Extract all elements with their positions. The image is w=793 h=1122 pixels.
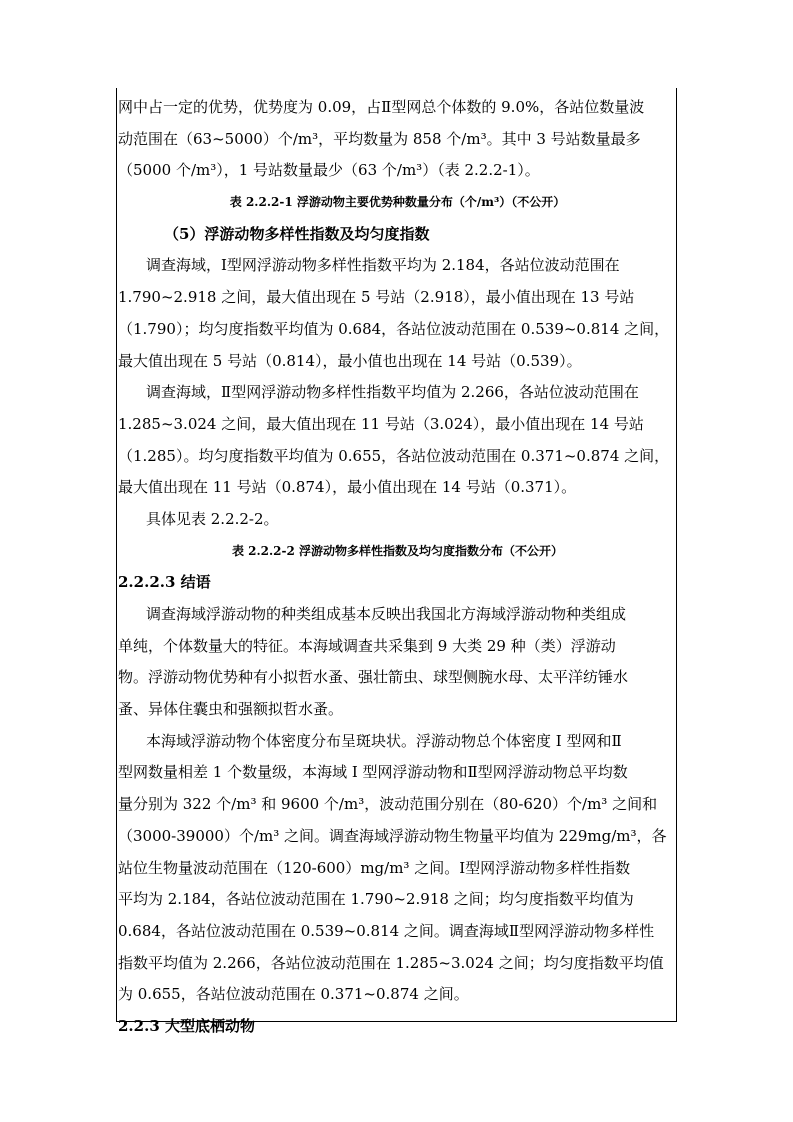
text-line: （1.790）；均匀度指数平均值为 0.684，各站位波动范围在 0.539~0.814 之间，	[118, 319, 670, 338]
text-line: 调查海域，Ⅰ型网浮游动物多样性指数平均为 2.184，各站位波动范围在	[146, 256, 620, 275]
document-body	[118, 92, 677, 1043]
text-line: 调查海域，Ⅱ型网浮游动物多样性指数平均值为 2.266，各站位波动范围在	[146, 383, 639, 402]
paragraph-density-distribution	[118, 726, 677, 1011]
text-line: （5000 个/m³），1 号站数量最少（63 个/m³）（表 2.2.2-1）。	[118, 161, 540, 180]
text-line: 本海域浮游动物个体密度分布呈斑块状。浮游动物总个体密度 I 型网和Ⅱ	[146, 731, 622, 750]
subheading-diversity-index: （5）浮游动物多样性指数及均匀度指数	[164, 224, 430, 243]
paragraph-dominance	[118, 92, 677, 187]
text-line: 1.285~3.024 之间，最大值出现在 11 号站（3.024），最小值出现在 14 号站	[118, 414, 644, 433]
text-line: 0.684，各站位波动范围在 0.539~0.814 之间。调查海域Ⅱ型网浮游动物多样性	[118, 921, 655, 940]
text-line: 蚤、异体住囊虫和强额拟哲水蚤。	[118, 700, 344, 719]
text-line: 1.790~2.918 之间，最大值出现在 5 号站（2.918），最小值出现在 13 号站	[118, 288, 635, 307]
text-line: 单纯，个体数量大的特征。本海域调查共采集到 9 大类 29 种（类）浮游动	[118, 636, 616, 655]
text-line: 物。浮游动物优势种有小拟哲水蚤、强壮箭虫、球型侧腕水母、太平洋纺锤水	[118, 668, 629, 687]
text-line: 为 0.655，各站位波动范围在 0.371~0.874 之间。	[118, 985, 469, 1004]
table-caption-2-2-2-1: 表 2.2.2-1 浮游动物主要优势种数量分布（个/m³）（不公开）	[229, 195, 566, 210]
section-heading-benthos: 2.2.3 大型底栖动物	[118, 1016, 255, 1035]
paragraph-species-composition	[118, 599, 677, 726]
text-line: 指数平均值为 2.266，各站位波动范围在 1.285~3.024 之间；均匀度指数平均值	[118, 953, 664, 972]
table-caption-2-2-2-2: 表 2.2.2-2 浮游动物多样性指数及均匀度指数分布（不公开）	[231, 543, 564, 558]
text-line: 量分别为 322 个/m³ 和 9600 个/m³，波动范围分别在（80-620）个/m³ 之间和	[118, 795, 658, 814]
text-line: 平均为 2.184，各站位波动范围在 1.790~2.918 之间；均匀度指数平均值为	[118, 890, 634, 909]
text-line: 调查海域浮游动物的种类组成基本反映出我国北方海域浮游动物种类组成	[146, 605, 627, 623]
text-line: 动范围在（63~5000）个/m³，平均数量为 858 个/m³。其中 3 号站数量最多	[118, 129, 641, 148]
text-line: 最大值出现在 11 号站（0.874），最小值出现在 14 号站（0.371）。	[118, 478, 577, 497]
text-line: 最大值出现在 5 号站（0.814），最小值也出现在 14 号站（0.539）。	[118, 351, 582, 370]
paragraph-type2-diversity	[118, 377, 677, 504]
text-line: （1.285）。均匀度指数平均值为 0.655，各站位波动范围在 0.371~0.874 之间，	[118, 446, 670, 465]
paragraph-see-table: 具体见表 2.2.2-2。	[146, 509, 279, 528]
section-heading-conclusion: 2.2.2.3 结语	[118, 573, 211, 592]
text-line: 网中占一定的优势，优势度为 0.09，占Ⅱ型网总个体数的 9.0%，各站位数量波	[118, 98, 645, 116]
text-line: 站位生物量波动范围在（120-600）mg/m³ 之间。Ⅰ型网浮游动物多样性指数	[118, 858, 631, 877]
text-line: 型网数量相差 1 个数量级，本海域 I 型网浮游动物和Ⅱ型网浮游动物总平均数	[118, 763, 628, 782]
paragraph-type1-diversity	[118, 250, 677, 377]
text-line: （3000-39000）个/m³ 之间。调查海域浮游动物生物量平均值为 229mg/m³，各	[118, 826, 667, 845]
